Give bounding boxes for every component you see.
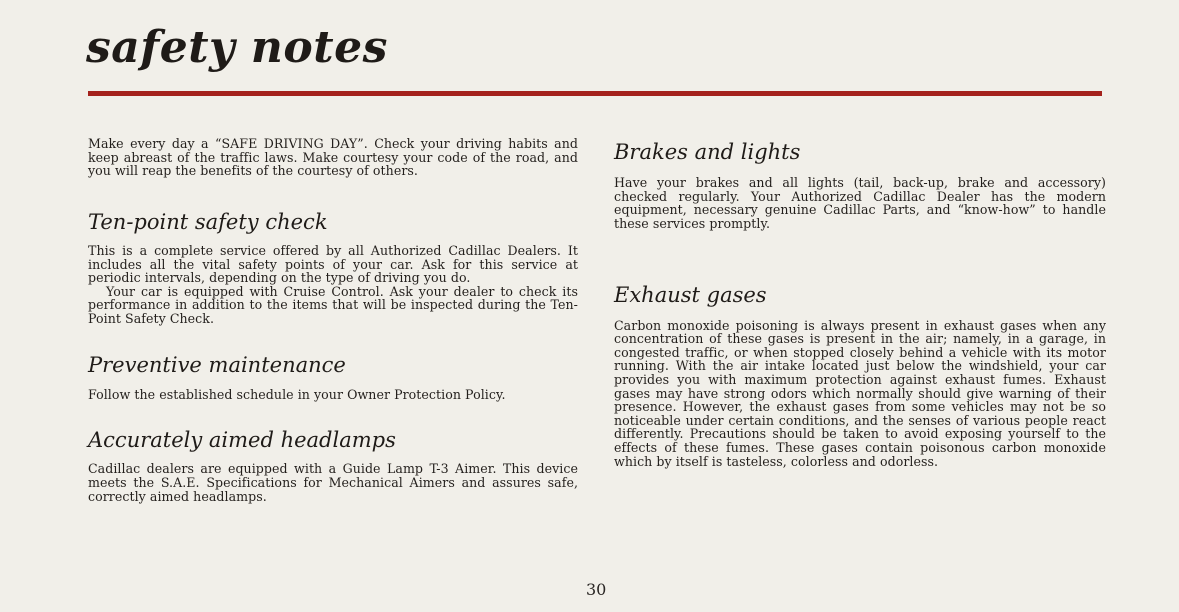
- brakes-heading: Brakes and lights: [614, 140, 801, 164]
- brakes-paragraph: Have your brakes and all lights (tail, back-up, brake and accessory) checked regularly. Your Authorized Cadillac Dealer has the modern equipment, necessary genuine Cadillac Parts, and “know-how” to handle these services promptly.: [614, 175, 1106, 231]
- headlamps-heading: Accurately aimed headlamps: [88, 428, 396, 453]
- page-title: safety notes: [86, 22, 388, 73]
- exhaust-paragraph: Carbon monoxide poisoning is always present in exhaust gases when any concentration of these gases is present in the air; namely, in a garage, in congested traffic, or when stopped closely behind a vehicle with its motor running. With the air intake located just below the windshield, your car provides you with maximum protection against exhaust fumes. Exhaust gases may have strong odors which normally should give warning of their presence. However, the exhaust gases from some vehicles may not be so noticeable under certain conditions, and the senses of various people react differently. Precautions should be taken to avoid exposing yourself to the effects of these fumes. These gases contain poisonous carbon monoxide which by itself is tasteless, colorless and odorless.: [614, 317, 1106, 469]
- preventive-paragraph: Follow the established schedule in your Owner Protection Policy.: [88, 386, 506, 402]
- right-column: [614, 140, 1106, 468]
- intro-paragraph: Make every day a “SAFE DRIVING DAY”. Check your driving habits and keep abreast of the traffic laws. Make courtesy your code of the road, and you will reap the benefits of the courtesy of others.: [88, 136, 578, 179]
- title-rule: [88, 91, 1102, 96]
- left-column: [88, 137, 578, 503]
- exhaust-heading: Exhaust gases: [614, 282, 767, 307]
- cruise-control-paragraph: Your car is equipped with Cruise Control. Ask your dealer to check its performance in addition to the items that will be inspected during the Ten-Point Safety Check.: [88, 283, 578, 326]
- page-number: 30: [586, 580, 607, 599]
- preventive-heading: Preventive maintenance: [88, 353, 346, 378]
- headlamps-paragraph: Cadillac dealers are equipped with a Guide Lamp T-3 Aimer. This device meets the S.A.E. Specifications for Mechanical Aimers and assures safe, correctly aimed headlamps.: [88, 461, 578, 504]
- ten-point-paragraph: This is a complete service offered by all Authorized Cadillac Dealers. It includes all the vital safety points of your car. Ask for this service at periodic intervals, depending on the type of driving you do.: [88, 242, 578, 286]
- ten-point-heading: Ten-point safety check: [88, 209, 328, 234]
